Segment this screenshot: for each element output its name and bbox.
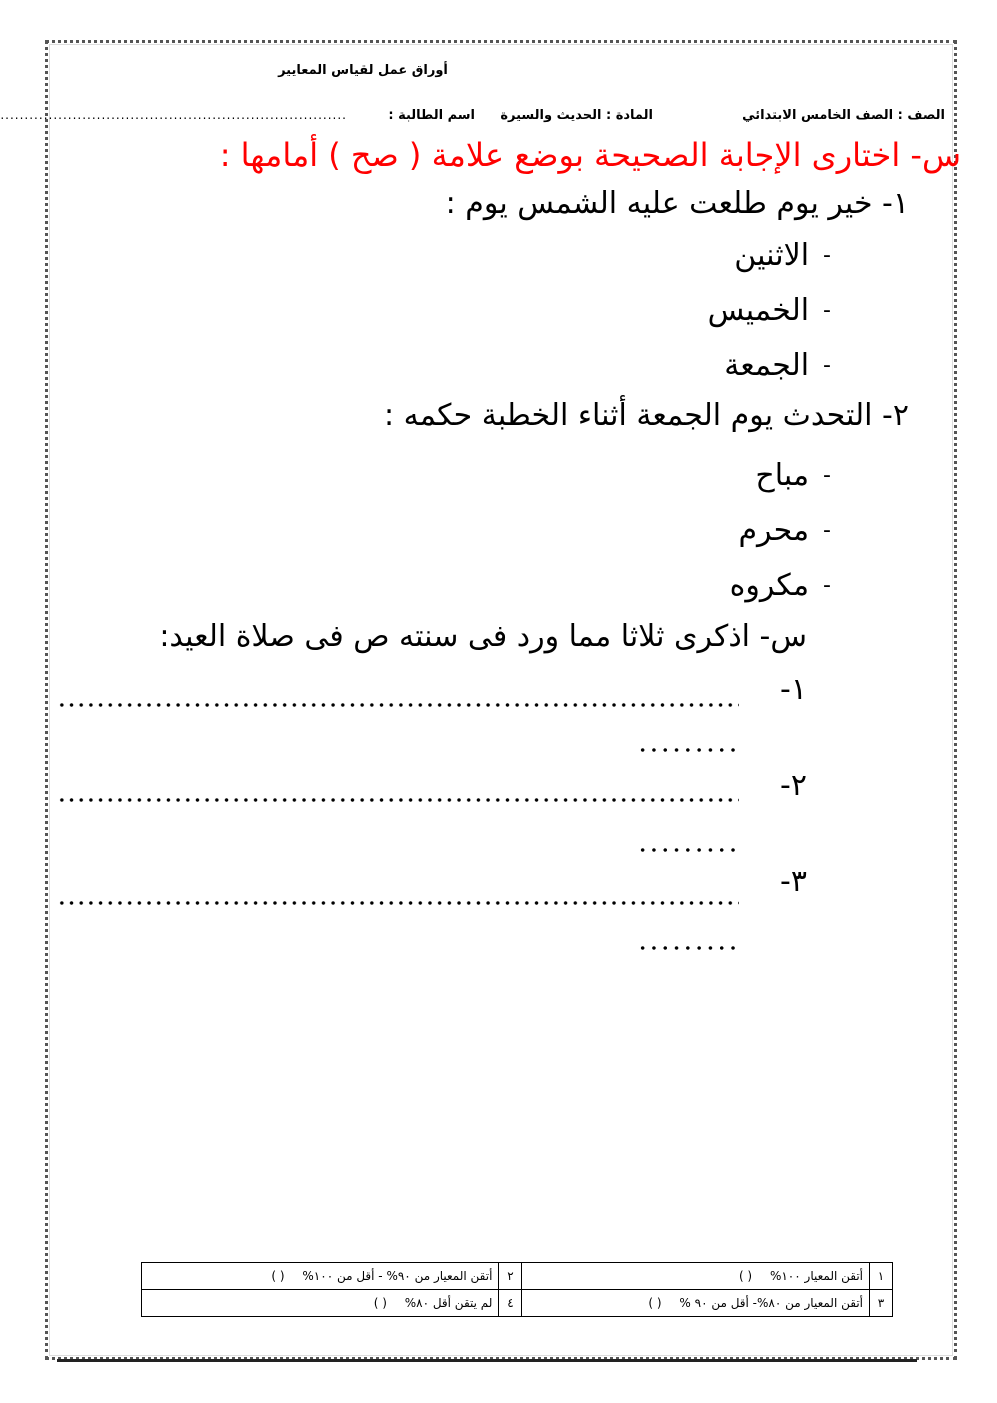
- student-name-field[interactable]: ........................................................................: [0, 108, 347, 122]
- option-label: مباح: [755, 458, 810, 493]
- criteria-number: ٢: [499, 1263, 522, 1290]
- answer-line-2-continuation[interactable]: [637, 847, 739, 853]
- criteria-cell: [522, 1263, 870, 1290]
- question1-item1-stem: ١- خير يوم طلعت عليه الشمس يوم :: [445, 186, 909, 221]
- option-label: الاثنين: [734, 238, 810, 273]
- option-label: مكروه: [729, 568, 810, 603]
- criteria-text: أتقن المعيار من ٨٠%- أقل من ٩٠ %: [679, 1296, 863, 1310]
- criteria-checkbox[interactable]: ( ): [373, 1296, 387, 1310]
- answer-line-3-continuation[interactable]: [637, 945, 739, 951]
- subject-label: المادة : الحديث والسيرة: [500, 108, 653, 123]
- option-marker: -: [823, 298, 831, 323]
- question1-item2-option3[interactable]: [730, 568, 831, 603]
- criteria-number: ٣: [870, 1290, 893, 1317]
- answer-line-3[interactable]: [57, 900, 739, 906]
- table-row: [142, 1290, 893, 1317]
- worksheet-title: أوراق عمل لقياس المعايير: [278, 63, 448, 78]
- grade-label: الصف : الصف الخامس الابتدائي: [742, 108, 945, 123]
- question1-title: س- اختارى الإجابة الصحيحة بوضع علامة ( صح ) أمامها :: [219, 136, 961, 174]
- option-label: الجمعة: [724, 348, 810, 383]
- answer-number-2: ٢-: [780, 768, 807, 803]
- answer-number-1: ١-: [780, 672, 807, 707]
- option-marker: -: [823, 243, 831, 268]
- question1-item1-option2[interactable]: [708, 293, 831, 328]
- criteria-checkbox[interactable]: ( ): [738, 1269, 753, 1283]
- student-name-label: اسم الطالبة :: [388, 108, 475, 123]
- answer-line-1-continuation[interactable]: [637, 747, 739, 753]
- option-label: الخميس: [707, 293, 810, 328]
- option-marker: -: [823, 353, 831, 378]
- criteria-cell: [522, 1290, 870, 1317]
- table-row: [142, 1263, 893, 1290]
- question1-item2-stem: ٢- التحدث يوم الجمعة أثناء الخطبة حكمه :: [384, 398, 909, 433]
- criteria-text: أتقن المعيار من ٩٠% - أقل من ١٠٠%: [302, 1269, 493, 1283]
- question1-item2-option1[interactable]: [755, 458, 831, 493]
- question2-title: س- اذكرى ثلاثا مما ورد فى سنته ص فى صلاة العيد:: [159, 619, 807, 654]
- question1-item1-option3[interactable]: [724, 348, 831, 383]
- criteria-checkbox[interactable]: ( ): [271, 1269, 285, 1283]
- answer-line-1[interactable]: [57, 702, 739, 708]
- option-label: محرم: [738, 513, 810, 548]
- answer-number-3: ٣-: [780, 864, 807, 899]
- criteria-table: [141, 1262, 893, 1317]
- option-marker: -: [823, 573, 831, 598]
- question1-item2-option2[interactable]: [738, 513, 831, 548]
- answer-line-2[interactable]: [57, 797, 739, 803]
- header-row: [0, 108, 945, 128]
- option-marker: -: [823, 463, 831, 488]
- question1-item1-option1[interactable]: [734, 238, 831, 273]
- criteria-text: لم يتقن أقل ٨٠%: [404, 1296, 493, 1310]
- criteria-cell: [142, 1263, 499, 1290]
- criteria-cell: [142, 1290, 499, 1317]
- criteria-checkbox[interactable]: ( ): [648, 1296, 662, 1310]
- criteria-text: أتقن المعيار ١٠٠%: [769, 1269, 863, 1283]
- option-marker: -: [823, 518, 831, 543]
- criteria-number: ١: [870, 1263, 893, 1290]
- bottom-rule: [57, 1359, 917, 1362]
- criteria-number: ٤: [499, 1290, 522, 1317]
